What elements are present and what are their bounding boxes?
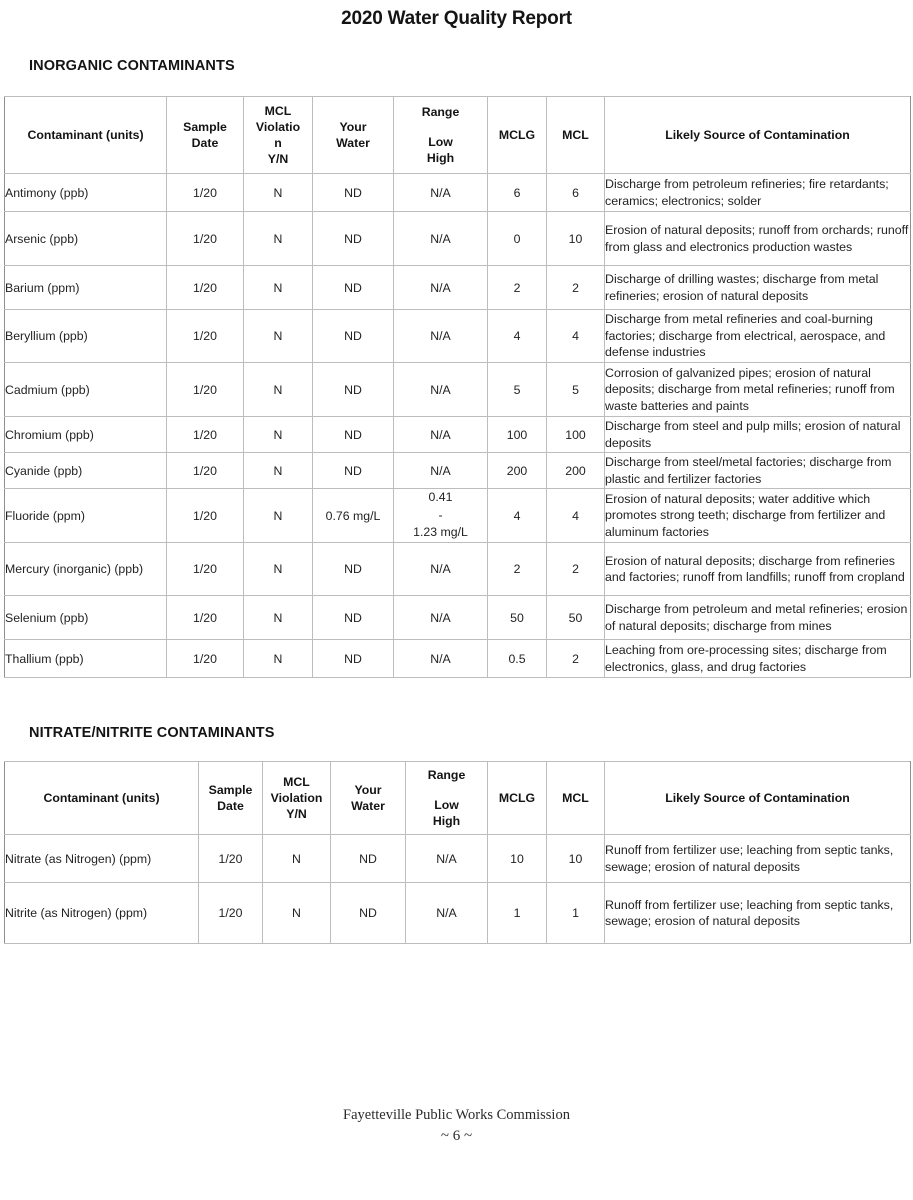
cell-mcl-violation: N: [244, 266, 313, 310]
cell-mcl-violation: N: [263, 835, 331, 883]
col-header-contaminant: Contaminant (units): [5, 97, 167, 174]
cell-source: Discharge from metal refineries and coal-burning factories; discharge from electrical, aerospace, and defense industries: [605, 310, 911, 363]
cell-mcl-violation: N: [244, 363, 313, 417]
cell-sample-date: 1/20: [199, 883, 263, 944]
cell-contaminant: Chromium (ppb): [5, 417, 167, 453]
col-header-range: [394, 97, 488, 174]
cell-source: Discharge from steel and pulp mills; erosion of natural deposits: [605, 417, 911, 453]
col-header-your-water: [313, 97, 394, 174]
cell-mcl: 50: [547, 596, 605, 640]
table-row: [5, 883, 911, 944]
cell-mclg: 200: [488, 453, 547, 489]
cell-mcl-violation: N: [244, 543, 313, 596]
cell-sample-date: 1/20: [167, 453, 244, 489]
cell-contaminant: Beryllium (ppb): [5, 310, 167, 363]
cell-mcl-violation: N: [263, 883, 331, 944]
col-header-range-spacer: [406, 783, 487, 797]
cell-mclg: 50: [488, 596, 547, 640]
cell-contaminant: Nitrate (as Nitrogen) (ppm): [5, 835, 199, 883]
cell-range: N/A: [394, 212, 488, 266]
cell-your-water: ND: [313, 596, 394, 640]
cell-range: N/A: [394, 310, 488, 363]
cell-your-water: 0.76 mg/L: [313, 489, 394, 543]
cell-mcl: 5: [547, 363, 605, 417]
cell-mcl-violation: N: [244, 489, 313, 543]
cell-mcl-violation: N: [244, 174, 313, 212]
cell-mcl: 4: [547, 310, 605, 363]
inorganic-contaminants-table: [4, 96, 911, 678]
cell-contaminant: Nitrite (as Nitrogen) (ppm): [5, 883, 199, 944]
cell-sample-date: 1/20: [167, 596, 244, 640]
table-header-row: [5, 762, 911, 835]
cell-mcl: 4: [547, 489, 605, 543]
cell-source: Runoff from fertilizer use; leaching from septic tanks, sewage; erosion of natural deposits: [605, 835, 911, 883]
cell-contaminant: Antimony (ppb): [5, 174, 167, 212]
col-header-mcl-violation: [263, 762, 331, 835]
col-header-range-low: Low: [434, 797, 459, 812]
nitrate-nitrite-contaminants-table: [4, 761, 911, 944]
col-header-sample-date-line2: Date: [191, 136, 219, 150]
cell-sample-date: 1/20: [167, 266, 244, 310]
table-row: [5, 543, 911, 596]
cell-your-water: ND: [331, 835, 406, 883]
col-header-your-water-line2: Water: [351, 799, 385, 813]
cell-your-water: ND: [313, 543, 394, 596]
col-header-mcl-violation: [244, 97, 313, 174]
cell-mclg: 2: [488, 543, 547, 596]
cell-range-high: 1.23 mg/L: [413, 525, 468, 540]
table-row: [5, 489, 911, 543]
cell-mcl: 2: [547, 543, 605, 596]
col-header-range: [406, 762, 488, 835]
table-row: [5, 266, 911, 310]
cell-mcl-violation: N: [244, 596, 313, 640]
cell-range: [394, 489, 488, 543]
cell-range: N/A: [394, 174, 488, 212]
table-header-row: [5, 97, 911, 174]
cell-range: N/A: [394, 640, 488, 678]
col-header-range-spacer: [394, 120, 487, 134]
section-heading-nitrate: NITRATE/NITRITE CONTAMINANTS: [29, 725, 275, 741]
col-header-range-low: Low: [428, 134, 453, 149]
cell-contaminant: Selenium (ppb): [5, 596, 167, 640]
cell-contaminant: Arsenic (ppb): [5, 212, 167, 266]
cell-mclg: 4: [488, 489, 547, 543]
cell-source: Erosion of natural deposits; discharge from refineries and factories; runoff from landfills; runoff from cropland: [605, 543, 911, 596]
cell-mcl: 10: [547, 835, 605, 883]
cell-mcl-violation: N: [244, 417, 313, 453]
col-header-mcl-violation-line4: Y/N: [267, 152, 289, 167]
cell-source: Discharge from petroleum refineries; fire retardants; ceramics; electronics; solder: [605, 174, 911, 212]
cell-source: Erosion of natural deposits; water additive which promotes strong teeth; discharge from fertilizer and aluminum factories: [605, 489, 911, 543]
cell-mcl: 6: [547, 174, 605, 212]
cell-mclg: 2: [488, 266, 547, 310]
col-header-mcl-violation-line2: Violatio: [255, 119, 301, 134]
col-header-your-water-line1: Your: [354, 782, 382, 797]
cell-contaminant: Mercury (inorganic) (ppb): [5, 543, 167, 596]
cell-range-low: 0.41: [428, 490, 453, 505]
cell-your-water: ND: [313, 417, 394, 453]
page-title: 2020 Water Quality Report: [341, 8, 572, 29]
cell-your-water: ND: [313, 453, 394, 489]
col-header-sample-date-line2: Date: [217, 799, 244, 813]
col-header-mclg: MCLG: [488, 762, 547, 835]
col-header-sample-date-line1: Sample: [183, 119, 227, 134]
cell-source: Discharge of drilling wastes; discharge from metal refineries; erosion of natural deposits: [605, 266, 911, 310]
cell-your-water: ND: [313, 310, 394, 363]
col-header-mcl: MCL: [547, 762, 605, 835]
col-header-mclg: MCLG: [488, 97, 547, 174]
table-row: [5, 310, 911, 363]
col-header-sample-date-line1: Sample: [208, 782, 253, 797]
cell-mclg: 1: [488, 883, 547, 944]
cell-mcl: 200: [547, 453, 605, 489]
cell-sample-date: 1/20: [167, 489, 244, 543]
cell-mcl: 10: [547, 212, 605, 266]
cell-mcl-violation: N: [244, 640, 313, 678]
cell-range: N/A: [394, 453, 488, 489]
cell-range: N/A: [394, 596, 488, 640]
table-row: [5, 174, 911, 212]
col-header-mcl-violation-line3: n: [274, 136, 282, 150]
table-row: [5, 835, 911, 883]
cell-mclg: 4: [488, 310, 547, 363]
cell-mcl-violation: N: [244, 212, 313, 266]
cell-sample-date: 1/20: [167, 640, 244, 678]
cell-mclg: 100: [488, 417, 547, 453]
table-row: [5, 363, 911, 417]
col-header-your-water-line1: Your: [339, 119, 367, 134]
col-header-mcl: MCL: [547, 97, 605, 174]
cell-mcl: 1: [547, 883, 605, 944]
cell-mclg: 10: [488, 835, 547, 883]
cell-mcl-violation: N: [244, 310, 313, 363]
cell-range: N/A: [394, 363, 488, 417]
table-row: [5, 417, 911, 453]
table-row: [5, 212, 911, 266]
cell-contaminant: Cadmium (ppb): [5, 363, 167, 417]
cell-sample-date: 1/20: [199, 835, 263, 883]
cell-mclg: 0.5: [488, 640, 547, 678]
cell-your-water: ND: [313, 212, 394, 266]
cell-source: Corrosion of galvanized pipes; erosion of natural deposits; discharge from metal refineries; runoff from waste batteries and paints: [605, 363, 911, 417]
cell-your-water: ND: [313, 363, 394, 417]
cell-mcl: 100: [547, 417, 605, 453]
col-header-range-line1: Range: [427, 767, 466, 782]
cell-source: Runoff from fertilizer use; leaching from septic tanks, sewage; erosion of natural deposits: [605, 883, 911, 944]
cell-mclg: 6: [488, 174, 547, 212]
cell-range: N/A: [406, 835, 488, 883]
cell-mcl: 2: [547, 640, 605, 678]
cell-contaminant: Thallium (ppb): [5, 640, 167, 678]
cell-mcl: 2: [547, 266, 605, 310]
cell-sample-date: 1/20: [167, 174, 244, 212]
cell-mclg: 5: [488, 363, 547, 417]
col-header-range-line1: Range: [421, 104, 460, 119]
cell-sample-date: 1/20: [167, 543, 244, 596]
cell-range: N/A: [394, 417, 488, 453]
footer-organization: Fayetteville Public Works Commission: [343, 1107, 570, 1123]
table-row: [5, 596, 911, 640]
col-header-mcl-violation-line2: Violation: [270, 790, 323, 805]
cell-contaminant: Barium (ppm): [5, 266, 167, 310]
cell-source: Discharge from steel/metal factories; discharge from plastic and fertilizer factories: [605, 453, 911, 489]
col-header-your-water: [331, 762, 406, 835]
col-header-sample-date: [199, 762, 263, 835]
cell-source: Discharge from petroleum and metal refineries; erosion of natural deposits; discharge from mines: [605, 596, 911, 640]
cell-contaminant: Fluoride (ppm): [5, 489, 167, 543]
cell-range: N/A: [394, 543, 488, 596]
cell-your-water: ND: [313, 640, 394, 678]
cell-mcl-violation: N: [244, 453, 313, 489]
col-header-mcl-violation-line1: MCL: [283, 774, 310, 789]
section-heading-inorganic: INORGANIC CONTAMINANTS: [29, 58, 235, 74]
cell-range-dash: -: [438, 507, 443, 522]
col-header-mcl-violation-line3: Y/N: [286, 807, 307, 822]
cell-your-water: ND: [331, 883, 406, 944]
table-row: [5, 453, 911, 489]
cell-range: N/A: [406, 883, 488, 944]
col-header-range-high: High: [426, 151, 455, 166]
col-header-sample-date: [167, 97, 244, 174]
cell-contaminant: Cyanide (ppb): [5, 453, 167, 489]
table-row: [5, 640, 911, 678]
col-header-source: Likely Source of Contamination: [605, 97, 911, 174]
cell-range: N/A: [394, 266, 488, 310]
footer-page-marker: ~ 6 ~: [440, 1128, 473, 1144]
cell-your-water: ND: [313, 266, 394, 310]
cell-sample-date: 1/20: [167, 363, 244, 417]
col-header-your-water-line2: Water: [336, 136, 370, 150]
col-header-mcl-violation-line1: MCL: [264, 103, 292, 118]
cell-mclg: 0: [488, 212, 547, 266]
cell-sample-date: 1/20: [167, 310, 244, 363]
col-header-contaminant: Contaminant (units): [5, 762, 199, 835]
cell-sample-date: 1/20: [167, 417, 244, 453]
cell-source: Erosion of natural deposits; runoff from orchards; runoff from glass and electronics production wastes: [605, 212, 911, 266]
cell-sample-date: 1/20: [167, 212, 244, 266]
col-header-source: Likely Source of Contamination: [605, 762, 911, 835]
cell-source: Leaching from ore-processing sites; discharge from electronics, glass, and drug factories: [605, 640, 911, 678]
cell-your-water: ND: [313, 174, 394, 212]
col-header-range-high: High: [432, 814, 461, 829]
